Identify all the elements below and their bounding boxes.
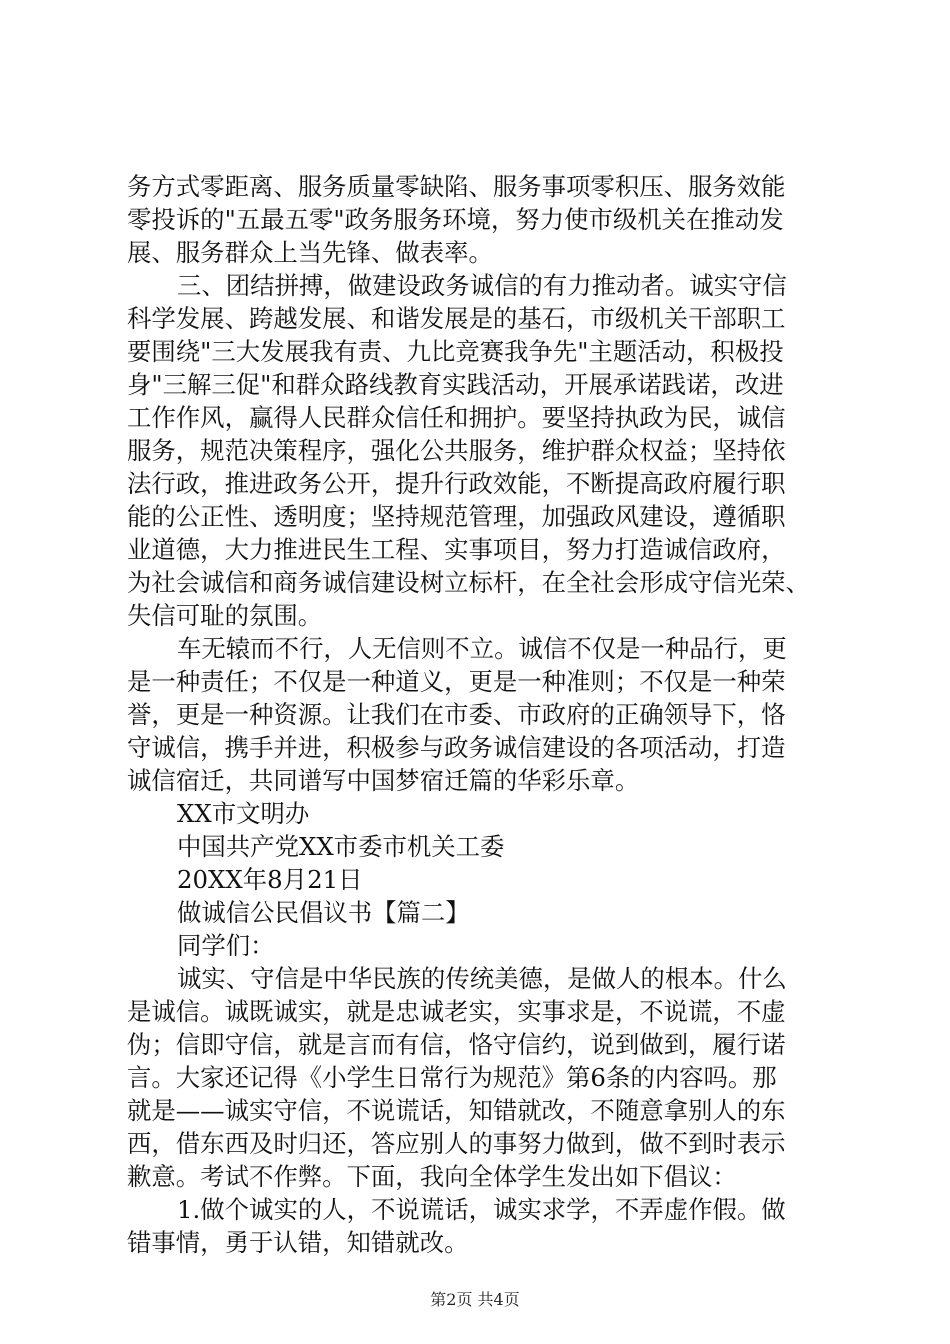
text-line: 三、团结拼搏，做建设政务诚信的有力推动者。诚实守信	[177, 271, 787, 300]
text-line: 车无辕而不行，人无信则不立。诚信不仅是一种品行，更	[177, 634, 787, 663]
text-line: 西，借东西及时归还，答应别人的事努力做到，做不到时表示	[127, 1129, 786, 1158]
text-line: 服务，规范决策程序，强化公共服务，维护群众权益；坚持依	[127, 436, 786, 465]
page-footer: 第2页 共4页	[430, 1290, 520, 1309]
text-line: 工作作风，赢得人民群众信任和拥护。要坚持执政为民，诚信	[127, 403, 786, 432]
text-line: 失信可耻的氛围。	[127, 601, 323, 630]
text-line: 诚实、守信是中华民族的传统美德，是做人的根本。什么	[177, 964, 787, 993]
text-line: 歉意。考试不作弊。下面，我向全体学生发出如下倡议：	[127, 1162, 737, 1191]
text-line: 诚信宿迁，共同谱写中国梦宿迁篇的华彩乐章。	[127, 766, 640, 795]
text-line: 零投诉的"五最五零"政务服务环境，努力使市级机关在推动发	[127, 205, 784, 234]
text-line: 中国共产党XX市委市机关工委	[177, 832, 505, 861]
text-line: 法行政，推进政务公开，提升行政效能，不断提高政府履行职	[127, 469, 786, 498]
text-line: 业道德，大力推进民生工程、实事项目，努力打造诚信政府，	[127, 535, 786, 564]
text-line: 伪；信即守信，就是言而有信，恪守信约，说到做到，履行诺	[127, 1030, 786, 1059]
text-line: 1.做个诚实的人，不说谎话，诚实求学，不弄虚作假。做	[177, 1195, 786, 1224]
text-line: 言。大家还记得《小学生日常行为规范》第6条的内容吗。那	[127, 1063, 777, 1092]
text-line: 做诚信公民倡议书【篇二】	[177, 898, 470, 927]
text-line: 守诚信，携手并进，积极参与政务诚信建设的各项活动，打造	[127, 733, 786, 762]
text-line: 务方式零距离、服务质量零缺陷、服务事项零积压、服务效能	[127, 172, 786, 201]
text-line: 能的公正性、透明度；坚持规范管理，加强政风建设，遵循职	[127, 502, 786, 531]
text-line: 身"三解三促"和群众路线教育实践活动，开展承诺践诺，改进	[127, 370, 784, 399]
text-line: 誉，更是一种资源。让我们在市委、市政府的正确领导下，恪	[127, 700, 786, 729]
text-line: 科学发展、跨越发展、和谐发展是的基石，市级机关干部职工	[127, 304, 786, 333]
text-line: 为社会诚信和商务诚信建设树立标杆，在全社会形成守信光荣、	[127, 568, 810, 597]
text-line: 要围绕"三大发展我有责、九比竞赛我争先"主题活动，积极投	[127, 337, 784, 366]
document-body	[127, 170, 847, 1259]
text-line: 20XX年8月21日	[177, 865, 363, 894]
text-line: 展、服务群众上当先锋、做表率。	[127, 238, 493, 267]
text-line: 同学们：	[177, 931, 275, 960]
text-line: 就是——诚实守信，不说谎话，知错就改，不随意拿别人的东	[127, 1096, 786, 1125]
text-line: 错事情，勇于认错，知错就改。	[127, 1228, 469, 1257]
text-line: 是一种责任；不仅是一种道义，更是一种准则；不仅是一种荣	[127, 667, 786, 696]
text-line: 是诚信。诚既诚实，就是忠诚老实，实事求是，不说谎，不虚	[127, 997, 786, 1026]
text-line: XX市文明办	[177, 799, 310, 828]
